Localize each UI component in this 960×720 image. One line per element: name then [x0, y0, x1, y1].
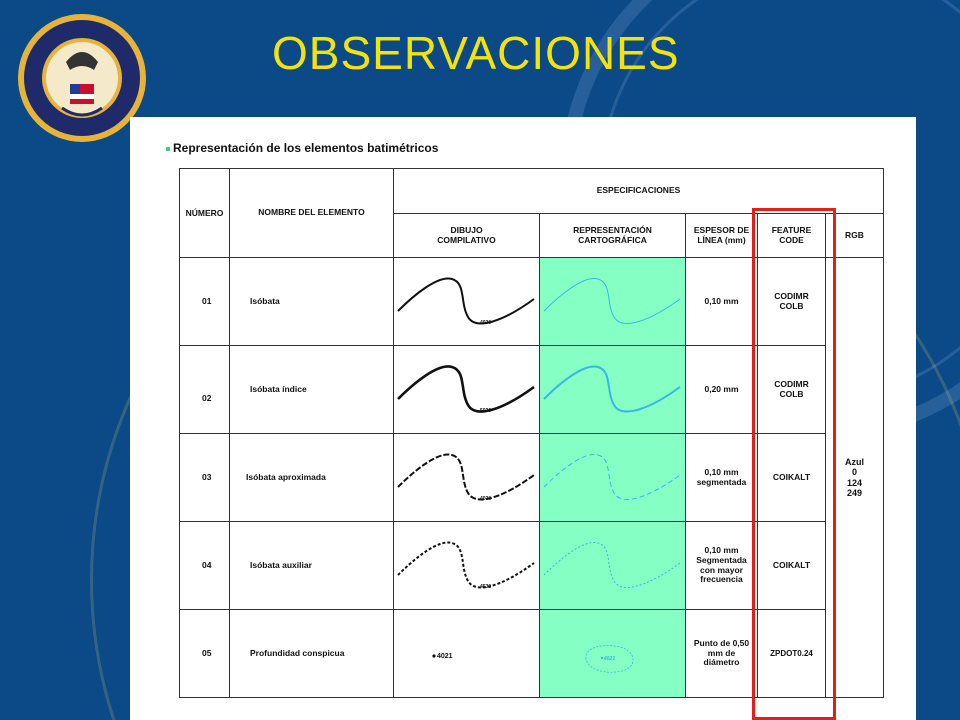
- header-rgb: RGB: [826, 214, 884, 258]
- row-feature: COIKALT: [758, 434, 826, 522]
- row-dibujo: [394, 346, 540, 434]
- depth-label: 4021: [604, 655, 616, 662]
- rgb-g: 124: [846, 477, 863, 488]
- slide-title: OBSERVACIONES: [272, 27, 680, 79]
- contour-cartographic: [540, 347, 684, 433]
- row-nombre: Isóbata índice: [230, 346, 394, 434]
- row-nombre: Profundidad conspicua: [230, 610, 394, 698]
- row-nombre: Isóbata aproximada: [230, 434, 394, 522]
- row-feature: COIKALT: [758, 522, 826, 610]
- feature-code-highlight: [752, 208, 836, 720]
- rgb-b: 249: [846, 487, 863, 498]
- rgb-name: Azul: [845, 456, 864, 467]
- rgb-r: 0: [851, 467, 857, 478]
- contour-drawing: [394, 523, 538, 609]
- row-nombre: Isóbata auxiliar: [230, 522, 394, 610]
- row-numero: 04: [180, 522, 230, 610]
- bullet-icon: [166, 147, 170, 151]
- header-especificaciones: ESPECIFICACIONES: [394, 169, 884, 214]
- contour-label: 5020: [480, 407, 492, 414]
- row-dibujo: [394, 434, 540, 522]
- contour-label: 4030: [480, 319, 492, 326]
- row-representacion: [540, 346, 686, 434]
- row-representacion: [540, 610, 686, 698]
- contour-cartographic: [540, 435, 684, 521]
- contour-label: 4030: [480, 495, 492, 502]
- depth-point-drawing: [394, 611, 538, 697]
- row-espesor: 0,10 mm: [686, 258, 758, 346]
- row-espesor: Punto de 0,50 mm de diámetro: [686, 610, 758, 698]
- row-representacion: [540, 258, 686, 346]
- row-espesor: 0,10 mm segmentada: [686, 434, 758, 522]
- row-representacion: [540, 434, 686, 522]
- contour-drawing: [394, 259, 538, 345]
- header-numero: NÚMERO: [180, 169, 230, 258]
- row-feature: CODIMR COLB: [758, 346, 826, 434]
- depth-label: 4021: [437, 652, 453, 660]
- contour-drawing: [394, 435, 538, 521]
- contour-cartographic: [540, 523, 684, 609]
- header-nombre: NOMBRE DEL ELEMENTO: [230, 169, 394, 258]
- contour-drawing: [394, 347, 538, 433]
- row-numero: 05: [180, 610, 230, 698]
- document-subtitle-text: Representación de los elementos batimétricos: [173, 141, 439, 155]
- institution-logo: [16, 12, 148, 144]
- row-feature: ZPDOT0.24: [758, 610, 826, 698]
- row-nombre: Isóbata: [230, 258, 394, 346]
- row-espesor: 0,10 mm Segmentada con mayor frecuencia: [686, 522, 758, 610]
- row-numero: 02: [180, 346, 230, 434]
- row-numero: 01: [180, 258, 230, 346]
- row-feature: CODIMR COLB: [758, 258, 826, 346]
- depth-point-cartographic: [540, 611, 684, 697]
- row-dibujo: [394, 522, 540, 610]
- header-dibujo: DIBUJO COMPILATIVO: [394, 214, 540, 258]
- document-subtitle: [166, 141, 438, 155]
- row-dibujo: [394, 610, 540, 698]
- spec-document: [130, 117, 916, 720]
- contour-label: 4530: [480, 583, 492, 590]
- contour-cartographic: [540, 259, 684, 345]
- header-feature: FEATURE CODE: [758, 214, 826, 258]
- row-representacion: [540, 522, 686, 610]
- row-espesor: 0,20 mm: [686, 346, 758, 434]
- row-dibujo: [394, 258, 540, 346]
- header-representacion: REPRESENTACIÓN CARTOGRÁFICA: [540, 214, 686, 258]
- row-numero: 03: [180, 434, 230, 522]
- header-espesor: ESPESOR DE LÍNEA (mm): [686, 214, 758, 258]
